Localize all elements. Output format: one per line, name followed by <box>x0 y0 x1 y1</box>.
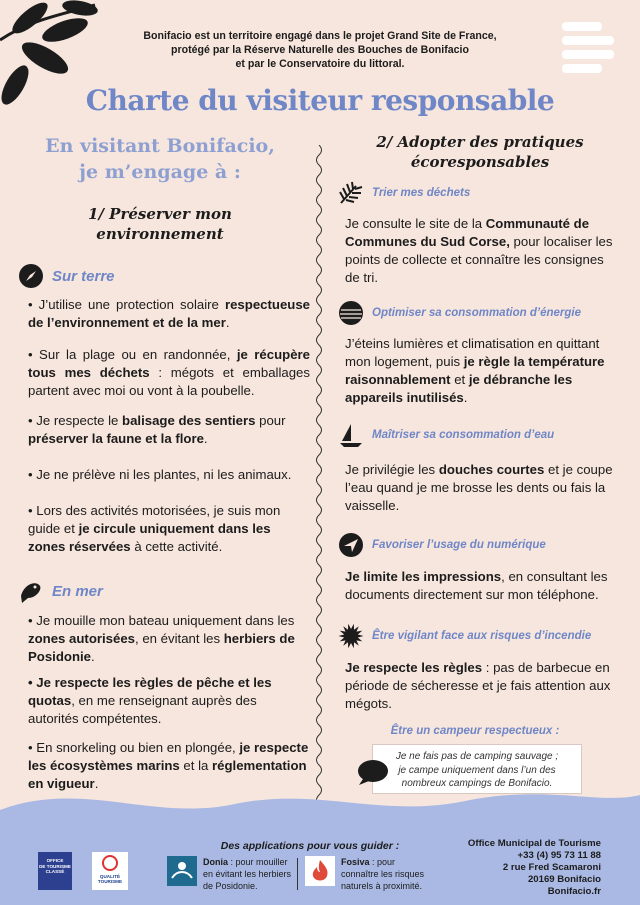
eau-header <box>338 422 554 448</box>
block-text: Je respecte les règles : pas de barbecue en période de sécheresse et je fais attention aux mégots. <box>345 660 611 711</box>
office-city: 20169 Bonifacio <box>527 874 601 885</box>
list-item: • Je ne prélève ni les plantes, ni les animaux. <box>28 467 292 482</box>
numerique-label: Favoriser l’usage du numérique <box>372 539 546 551</box>
apps-title: Des applications pour vous guider : <box>220 840 400 852</box>
eau-label: Maîtriser sa consommation d’eau <box>372 429 555 441</box>
qualite-tourisme-badge: QUALITÉ TOURISME <box>92 852 128 890</box>
office-street: 2 rue Fred Scamaroni <box>502 862 601 873</box>
incendie-label: Être vigilant face aux risques d’incendie <box>372 630 592 642</box>
office-classe-badge: OFFICE DE TOURISME CLASSÉ <box>38 852 72 890</box>
compass-icon <box>18 263 44 289</box>
list-item: • Je respecte les règles de pêche et les quotas, en me renseignant auprès des autorités compétentes. <box>28 675 272 726</box>
palm-leaf-icon <box>338 180 364 206</box>
intro-line: et par le Conservatoire du littoral. <box>235 58 405 70</box>
camp-line: nombreux campings de Bonifacio. <box>401 778 553 789</box>
section2-title <box>350 132 610 172</box>
left-heading-line: je m’engage à : <box>79 161 241 183</box>
numerique-header <box>338 532 546 558</box>
intro-line: protégé par la Réserve Naturelle des Bouches de Bonifacio <box>171 44 469 56</box>
en-mer-label: En mer <box>52 582 103 600</box>
camp-title: Être un campeur respectueux : <box>390 725 560 737</box>
incendie-header <box>338 623 591 649</box>
navigation-arrow-icon <box>338 532 364 558</box>
section1-title <box>30 204 290 244</box>
left-heading <box>20 133 300 185</box>
block-text: Je limite les impressions, en consultant les documents directement sur mon téléphone. <box>345 569 608 602</box>
donia-app-icon <box>167 856 197 886</box>
section1-title-line: environnement <box>96 225 224 243</box>
energie-label: Optimiser sa consommation d’énergie <box>372 307 581 319</box>
tri-dechets-header <box>338 180 470 206</box>
intro-line: Bonifacio est un territoire engagé dans le projet Grand Site de France, <box>143 30 497 42</box>
list-item: • J’utilise une protection solaire respectueuse de l’environnement et de la mer. <box>28 297 310 330</box>
camp-line: je campe uniquement dans l’un des <box>398 764 556 776</box>
office-name: Office Municipal de Tourisme <box>467 838 601 849</box>
office-website-link[interactable]: Bonifacio.fr <box>547 886 601 897</box>
sur-terre-label: Sur terre <box>52 267 115 285</box>
block-text: Je consulte le site de la Communauté de Communes du Sud Corse, pour localiser les points de collecte et connaître les consignes de tri. <box>345 216 613 285</box>
list-item: • Lors des activités motorisées, je suis mon guide et je circule uniquement dans les zones réservées à cette activité. <box>28 503 281 554</box>
block-text: Je privilégie les douches courtes et je coupe l’eau quand je me brosse les dents ou fais la vaisselle. <box>345 462 613 513</box>
list-item: • En snorkeling ou bien en plongée, je respecte les écosystèmes marins et la réglementation en vigueur. <box>28 740 309 791</box>
office-phone: +33 (4) 95 73 11 88 <box>517 850 601 861</box>
bonifacio-logo-icon <box>562 22 618 74</box>
intro-text <box>110 29 530 71</box>
section2-title-line: 2/ Adopter des pratiques <box>376 133 584 151</box>
sea-urchin-icon <box>338 623 364 649</box>
left-heading-line: En visitant Bonifacio, <box>45 135 275 157</box>
app-donia[interactable]: Donia : pour mouiller en évitant les herbiers de Posidonie. <box>167 856 293 892</box>
app-fosiva[interactable]: Fosiva : pour connaître les risques naturels à proximité. <box>305 856 435 892</box>
camp-line: Je ne fais pas de camping sauvage ; <box>395 751 559 762</box>
block-text: J’éteins lumières et climatisation en quittant mon logement, puis je règle la température raisonnablement et je débranche les appareils inutilisés. <box>345 336 605 405</box>
fish-icon <box>18 578 44 604</box>
list-item: • Sur la plage ou en randonnée, je récupère tous mes déchets : mégots et emballages partent avec moi ou vont à la poubelle. <box>28 347 310 398</box>
energie-header <box>338 300 581 326</box>
sailboat-icon <box>338 422 364 448</box>
apps-separator <box>297 858 298 890</box>
list-item: • Je respecte le balisage des sentiers pour préserver la faune et la flore. <box>28 413 286 446</box>
sun-lines-icon <box>338 300 364 326</box>
list-item: • Je mouille mon bateau uniquement dans les zones autorisées, en évitant les herbiers de Posidonie. <box>28 613 295 664</box>
sur-terre-header <box>18 263 115 289</box>
page-title: Charte du visiteur responsable <box>85 84 555 117</box>
wavy-divider <box>312 145 326 805</box>
qualite-swoosh-icon <box>92 852 128 872</box>
section1-title-line: 1/ Préserver mon <box>88 205 232 223</box>
section2-title-line: écoresponsables <box>410 153 550 171</box>
tri-dechets-label: Trier mes déchets <box>372 187 471 199</box>
fosiva-app-icon <box>305 856 335 886</box>
office-contact <box>455 838 601 898</box>
en-mer-header <box>18 578 103 604</box>
